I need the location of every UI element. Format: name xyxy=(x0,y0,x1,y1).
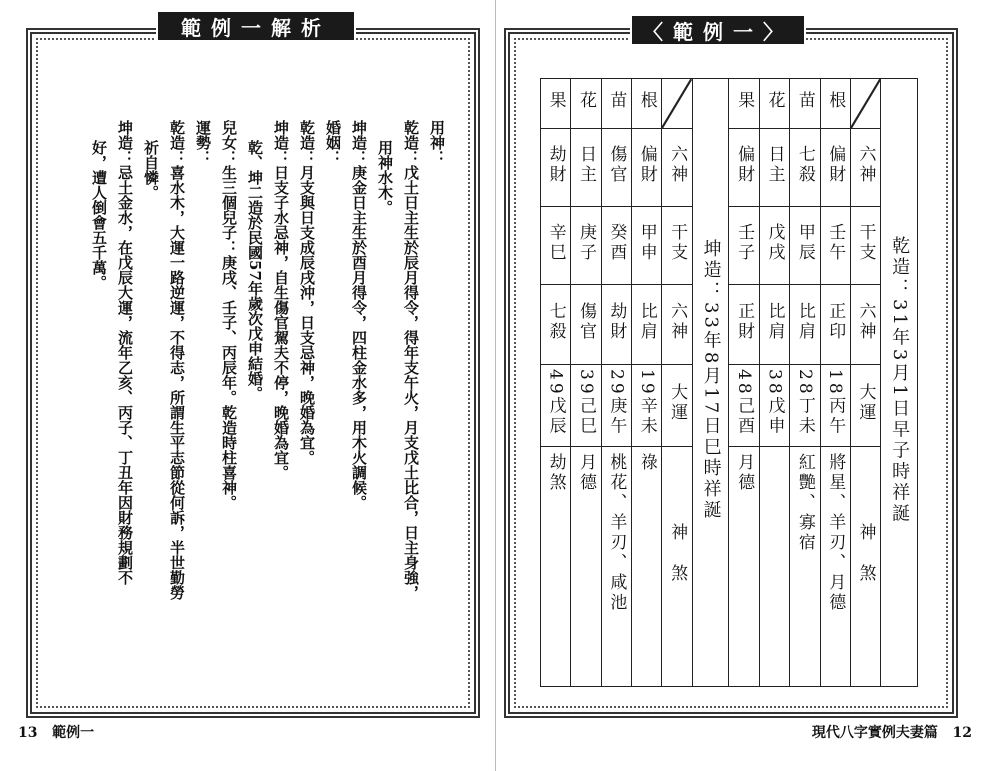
left-paragraph: 祈自憐。 xyxy=(142,140,160,200)
kun-gen-shensha: 祿 xyxy=(632,447,662,687)
left-paragraph: 乾造：喜水木，大運一路逆運，不得志，所謂生平志節從何訴，半世勤勞 xyxy=(168,120,186,600)
bazi-chart-table xyxy=(540,78,918,687)
kun-guo-dayun: 49戊辰 xyxy=(541,365,571,447)
qian-label-hua: 花 xyxy=(759,79,789,129)
kun-header-dayun: 大運 xyxy=(662,365,692,447)
qian-miao-liushen2: 比肩 xyxy=(790,285,820,365)
qian-label-miao: 苗 xyxy=(790,79,820,129)
qian-guo-dayun: 48己酉 xyxy=(729,365,759,447)
left-page-banner: 範例一解析 xyxy=(156,10,356,42)
kun-miao-liushen: 傷官 xyxy=(601,129,631,207)
kun-miao-dayun: 29庚午 xyxy=(601,365,631,447)
qian-miao-dayun: 28丁未 xyxy=(790,365,820,447)
qian-hua-shensha xyxy=(759,447,789,687)
kun-label-guo: 果 xyxy=(541,79,571,129)
left-paragraph: 乾造：月支與日支成辰戌沖，日支忌神，晚婚為宜。 xyxy=(298,120,316,465)
qian-header-shensha: 神煞 xyxy=(850,447,880,687)
kun-label-hua: 花 xyxy=(571,79,601,129)
left-paragraph: 坤造：庚金日主生於酉月得令，四柱金水多，用木火調候。 xyxy=(350,120,368,510)
kun-guo-ganzhi: 辛巳 xyxy=(541,207,571,285)
qian-label-gen: 根 xyxy=(820,79,850,129)
kun-gen-liushen: 偏財 xyxy=(632,129,662,207)
kun-hua-liushen2: 傷官 xyxy=(571,285,601,365)
left-paragraph: 坤造：日支子水忌神，自生傷官駕夫不停，晚婚為宜。 xyxy=(272,120,290,480)
kun-slash-cell xyxy=(662,79,692,129)
kun-hua-dayun: 39己巳 xyxy=(571,365,601,447)
kun-hua-ganzhi: 庚子 xyxy=(571,207,601,285)
qian-guo-liushen: 偏財 xyxy=(729,129,759,207)
kun-miao-ganzhi: 癸酉 xyxy=(601,207,631,285)
right-page-footer xyxy=(812,722,972,742)
qian-hua-dayun: 38戊申 xyxy=(759,365,789,447)
qian-miao-ganzhi: 甲辰 xyxy=(790,207,820,285)
qian-slash-cell xyxy=(850,79,880,129)
kun-title: 坤造：33年8月17日巳時祥誕 xyxy=(692,79,729,687)
kun-header-shensha: 神煞 xyxy=(662,447,692,687)
qian-guo-shensha: 月德 xyxy=(729,447,759,687)
kun-label-miao: 苗 xyxy=(601,79,631,129)
qian-hua-liushen: 日主 xyxy=(759,129,789,207)
qian-header-liushen: 六神 xyxy=(850,129,880,207)
kun-label-gen: 根 xyxy=(632,79,662,129)
kun-hua-liushen: 日主 xyxy=(571,129,601,207)
left-page-footer-title: 範例一 xyxy=(52,725,95,741)
qian-hua-liushen2: 比肩 xyxy=(759,285,789,365)
spread-divider xyxy=(495,0,496,771)
qian-gen-shensha: 將星、羊刃、月德 xyxy=(820,447,850,687)
left-paragraph: 乾造：戊土日主生於辰月得令，得年支午火，月支戊土比合，日主身強， xyxy=(402,120,420,600)
right-page-number: 12 xyxy=(952,725,972,741)
qian-header-ganzhi: 干支 xyxy=(850,207,880,285)
left-page-footer xyxy=(18,722,94,742)
right-page-banner: 〈範例一〉 xyxy=(630,14,806,46)
kun-hua-shensha: 月德 xyxy=(571,447,601,687)
kun-gen-ganzhi: 甲申 xyxy=(632,207,662,285)
qian-title: 乾造：31年3月1日早子時祥誕 xyxy=(881,79,918,687)
qian-gen-dayun: 18丙午 xyxy=(820,365,850,447)
kun-gen-liushen2: 比肩 xyxy=(632,285,662,365)
kun-gen-dayun: 19辛未 xyxy=(632,365,662,447)
kun-guo-shensha: 劫煞 xyxy=(541,447,571,687)
qian-hua-ganzhi: 戊戌 xyxy=(759,207,789,285)
qian-gen-liushen: 偏財 xyxy=(820,129,850,207)
left-page-number: 13 xyxy=(18,725,38,741)
qian-miao-shensha: 紅艷、寡宿 xyxy=(790,447,820,687)
kun-header-liushen: 六神 xyxy=(662,129,692,207)
left-paragraph: 運勢： xyxy=(194,120,212,165)
left-paragraph: 乾、坤二造於民國57年歲次戊申結婚。 xyxy=(246,140,264,401)
kun-guo-liushen2: 七殺 xyxy=(541,285,571,365)
left-paragraph: 用神水木。 xyxy=(376,140,394,215)
qian-gen-liushen2: 正印 xyxy=(820,285,850,365)
qian-guo-ganzhi: 壬子 xyxy=(729,207,759,285)
kun-header-ganzhi: 干支 xyxy=(662,207,692,285)
qian-label-guo: 果 xyxy=(729,79,759,129)
qian-gen-ganzhi: 壬午 xyxy=(820,207,850,285)
left-paragraph: 婚姻： xyxy=(324,120,342,165)
qian-header-dayun: 大運 xyxy=(850,365,880,447)
left-paragraph: 坤造：忌土金水，在戊辰大運，流年乙亥、丙子、丁丑年因財務規劃不 xyxy=(116,120,134,585)
left-paragraph: 用神： xyxy=(428,120,446,165)
right-page-footer-title: 現代八字實例夫妻篇 xyxy=(811,725,938,741)
qian-guo-liushen2: 正財 xyxy=(729,285,759,365)
left-paragraph: 兒女：生三個兒子：庚戌、壬子、丙辰年。乾造時柱喜神。 xyxy=(220,120,238,510)
kun-miao-liushen2: 劫財 xyxy=(601,285,631,365)
left-paragraph: 好，遭人倒會五千萬。 xyxy=(90,140,108,290)
left-page-body xyxy=(80,120,450,680)
kun-guo-liushen: 劫財 xyxy=(541,129,571,207)
kun-miao-shensha: 桃花、羊刃、咸池 xyxy=(601,447,631,687)
qian-miao-liushen: 七殺 xyxy=(790,129,820,207)
qian-header-liushen2: 六神 xyxy=(850,285,880,365)
kun-header-liushen2: 六神 xyxy=(662,285,692,365)
